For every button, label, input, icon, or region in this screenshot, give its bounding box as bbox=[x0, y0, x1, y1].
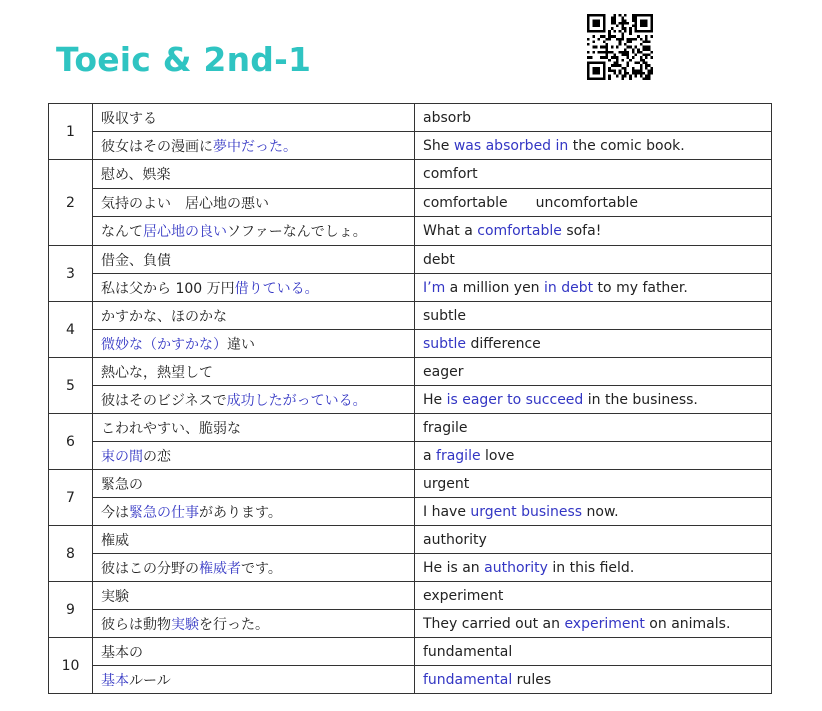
highlighted-text: 基本 bbox=[101, 672, 129, 689]
table-row bbox=[49, 330, 772, 358]
english-cell bbox=[415, 554, 772, 582]
entry-number: 7 bbox=[49, 470, 93, 526]
table-row bbox=[49, 358, 772, 386]
japanese-cell bbox=[93, 189, 415, 217]
entry-number: 9 bbox=[49, 582, 93, 638]
text-segment: a million yen bbox=[445, 279, 545, 296]
text-segment: to my father. bbox=[593, 279, 688, 296]
table-row bbox=[49, 498, 772, 526]
text-segment: uncomfortable bbox=[535, 194, 638, 211]
entry-number: 6 bbox=[49, 414, 93, 470]
highlighted-text: was absorbed in bbox=[453, 137, 569, 154]
highlighted-text: 微妙な（かすかな） bbox=[101, 336, 227, 353]
text-segment: comfort bbox=[423, 166, 478, 182]
highlighted-text: 借りている。 bbox=[234, 280, 319, 297]
entry-number: 3 bbox=[49, 246, 93, 302]
table-row bbox=[49, 302, 772, 330]
table-row bbox=[49, 274, 772, 302]
english-cell bbox=[415, 274, 772, 302]
english-cell bbox=[415, 470, 772, 498]
text-segment: 基本の bbox=[101, 644, 143, 661]
entry-number: 1 bbox=[49, 104, 93, 160]
text-segment: 熱心な，熱望して bbox=[101, 364, 213, 381]
text-segment: He bbox=[423, 391, 447, 408]
table-row bbox=[49, 132, 772, 160]
english-cell bbox=[415, 358, 772, 386]
highlighted-text: 実験 bbox=[171, 616, 199, 633]
highlighted-text: 束の間 bbox=[101, 448, 143, 465]
text-segment: in this field. bbox=[547, 559, 635, 576]
text-segment: in the business. bbox=[583, 391, 698, 408]
entry-number: 4 bbox=[49, 302, 93, 358]
text-segment: comfortable bbox=[423, 194, 508, 211]
text-segment: なんて bbox=[101, 224, 143, 240]
text-segment: urgent bbox=[423, 475, 470, 492]
text-segment: They carried out an bbox=[423, 615, 565, 632]
english-cell bbox=[415, 666, 772, 694]
highlighted-text: authority bbox=[484, 559, 548, 576]
english-cell bbox=[415, 414, 772, 442]
highlighted-text: in debt bbox=[544, 279, 594, 296]
text-segment: 気持のよい 居心地の悪い bbox=[101, 195, 269, 212]
highlighted-text: I’m bbox=[423, 279, 446, 296]
text-segment: on animals. bbox=[644, 615, 731, 632]
text-segment: 彼はそのビジネスで bbox=[101, 392, 227, 409]
table-row bbox=[49, 160, 772, 189]
text-segment: 緊急の bbox=[101, 476, 143, 493]
table-row bbox=[49, 666, 772, 694]
table-row bbox=[49, 246, 772, 274]
text-segment: の恋 bbox=[143, 448, 171, 465]
japanese-cell bbox=[93, 132, 415, 160]
english-cell bbox=[415, 498, 772, 526]
text-segment: He is an bbox=[423, 559, 485, 576]
text-segment: を行った。 bbox=[199, 616, 269, 633]
text-segment: difference bbox=[466, 335, 541, 352]
text-segment: now. bbox=[582, 503, 619, 520]
japanese-cell bbox=[93, 526, 415, 554]
japanese-cell bbox=[93, 470, 415, 498]
text-segment: debt bbox=[423, 251, 455, 268]
text-segment: She bbox=[423, 137, 454, 154]
japanese-cell bbox=[93, 610, 415, 638]
entry-number: 8 bbox=[49, 526, 93, 582]
text-segment: 彼らは動物 bbox=[101, 616, 171, 633]
text-segment: a bbox=[423, 447, 437, 464]
english-cell bbox=[415, 638, 772, 666]
japanese-cell bbox=[93, 246, 415, 274]
page-title: Toeic & 2nd-1 bbox=[56, 40, 312, 79]
text-segment: ソファーなんでしょ。 bbox=[227, 224, 367, 240]
english-cell bbox=[415, 217, 772, 246]
table-row bbox=[49, 104, 772, 132]
english-cell bbox=[415, 386, 772, 414]
table-row bbox=[49, 610, 772, 638]
japanese-cell bbox=[93, 217, 415, 246]
text-segment: こわれやすい、脆弱な bbox=[101, 420, 241, 437]
entry-number: 10 bbox=[49, 638, 93, 694]
entry-number: 2 bbox=[49, 160, 93, 246]
japanese-cell bbox=[93, 274, 415, 302]
japanese-cell bbox=[93, 638, 415, 666]
table-row bbox=[49, 554, 772, 582]
table-row bbox=[49, 189, 772, 217]
table-row bbox=[49, 442, 772, 470]
text-segment: I have bbox=[423, 503, 471, 520]
table-row bbox=[49, 582, 772, 610]
highlighted-text: fragile bbox=[436, 447, 481, 464]
entry-number: 5 bbox=[49, 358, 93, 414]
text-segment: 違い bbox=[227, 336, 255, 353]
text-segment: かすかな、ほのかな bbox=[101, 308, 227, 325]
english-cell bbox=[415, 246, 772, 274]
table-row bbox=[49, 526, 772, 554]
japanese-cell bbox=[93, 442, 415, 470]
text-segment: があります。 bbox=[199, 504, 282, 521]
text-segment: rules bbox=[512, 671, 552, 688]
table-row bbox=[49, 638, 772, 666]
qr-code-icon bbox=[587, 14, 653, 80]
english-cell bbox=[415, 442, 772, 470]
text-segment: subtle bbox=[423, 307, 467, 324]
highlighted-text: 緊急の仕事 bbox=[129, 504, 199, 521]
japanese-cell bbox=[93, 666, 415, 694]
japanese-cell bbox=[93, 414, 415, 442]
table-row bbox=[49, 386, 772, 414]
highlighted-text: is eager to succeed bbox=[446, 391, 584, 408]
table-row bbox=[49, 470, 772, 498]
text-segment: experiment bbox=[423, 587, 504, 604]
text-segment: 彼はこの分野の bbox=[101, 560, 199, 577]
text-segment: eager bbox=[423, 363, 464, 380]
english-cell bbox=[415, 582, 772, 610]
japanese-cell bbox=[93, 104, 415, 132]
english-cell bbox=[415, 526, 772, 554]
highlighted-text: 成功したがっている。 bbox=[226, 392, 367, 409]
text-segment: authority bbox=[423, 531, 487, 548]
vocabulary-table-body bbox=[49, 104, 772, 694]
text-segment: です。 bbox=[241, 560, 282, 577]
highlighted-text: comfortable bbox=[477, 223, 562, 239]
table-row bbox=[49, 217, 772, 246]
text-segment: 借金、負債 bbox=[101, 252, 171, 269]
text-segment: sofa! bbox=[561, 223, 602, 239]
text-segment: 吸収する bbox=[101, 110, 157, 127]
text-segment: the comic book. bbox=[568, 137, 685, 154]
text-segment: fragile bbox=[423, 419, 468, 436]
text-segment: 権威 bbox=[101, 532, 129, 549]
english-cell bbox=[415, 610, 772, 638]
highlighted-text: urgent business bbox=[470, 503, 583, 520]
japanese-cell bbox=[93, 302, 415, 330]
table-row bbox=[49, 414, 772, 442]
highlighted-text: subtle bbox=[423, 335, 467, 352]
text-segment: fundamental bbox=[423, 643, 513, 660]
text-segment: absorb bbox=[423, 109, 471, 126]
text-segment: 彼女はその漫画に bbox=[101, 138, 213, 155]
english-cell bbox=[415, 302, 772, 330]
english-cell bbox=[415, 189, 772, 217]
english-cell bbox=[415, 330, 772, 358]
japanese-cell bbox=[93, 582, 415, 610]
highlighted-text: 権威者 bbox=[199, 560, 241, 577]
japanese-cell bbox=[93, 554, 415, 582]
highlighted-text: 夢中だった。 bbox=[213, 138, 297, 155]
japanese-cell bbox=[93, 160, 415, 189]
text-segment: 慰め、娯楽 bbox=[101, 167, 171, 183]
text-segment: 私は父から 100 万円 bbox=[101, 280, 235, 297]
japanese-cell bbox=[93, 358, 415, 386]
english-cell bbox=[415, 160, 772, 189]
text-segment: ルール bbox=[129, 672, 171, 689]
japanese-cell bbox=[93, 386, 415, 414]
text-segment: love bbox=[480, 447, 515, 464]
vocabulary-table bbox=[48, 103, 772, 694]
japanese-cell bbox=[93, 498, 415, 526]
japanese-cell bbox=[93, 330, 415, 358]
highlighted-text: fundamental bbox=[423, 671, 513, 688]
text-segment: 実験 bbox=[101, 588, 129, 605]
english-cell bbox=[415, 132, 772, 160]
english-cell bbox=[415, 104, 772, 132]
highlighted-text: experiment bbox=[564, 615, 645, 632]
highlighted-text: 居心地の良い bbox=[143, 224, 227, 240]
text-segment: What a bbox=[423, 223, 478, 239]
text-segment: 今は bbox=[101, 504, 129, 521]
